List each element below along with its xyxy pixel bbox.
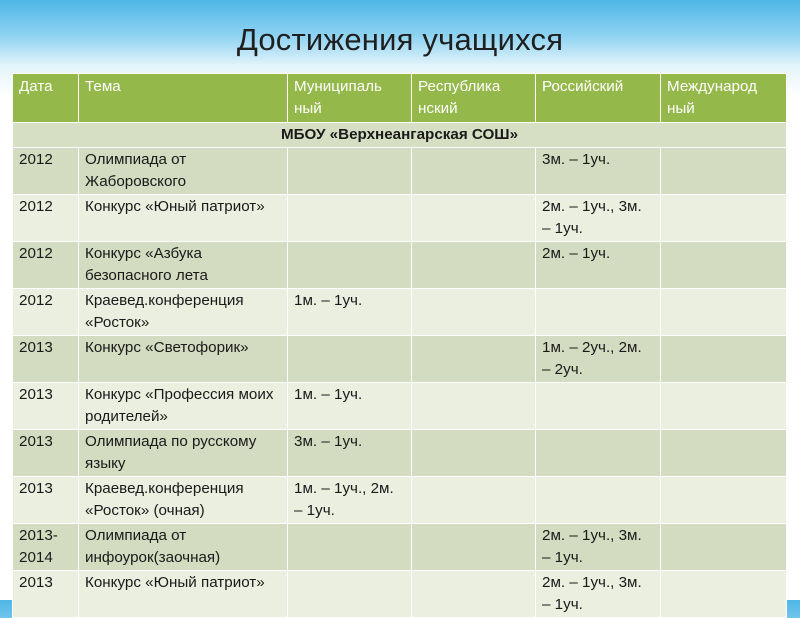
cell-topic: Олимпиада от инфоурок(заочная) xyxy=(79,524,288,571)
cell-topic: Конкурс «Юный патриот» xyxy=(79,195,288,242)
cell-topic: Краевед.конференция «Росток» xyxy=(79,289,288,336)
cell-date: 2013 xyxy=(13,430,79,477)
cell-date: 2013 xyxy=(13,336,79,383)
cell-date: 2012 xyxy=(13,148,79,195)
cell-republic xyxy=(412,430,536,477)
cell-municipal: 1м. – 1уч. xyxy=(288,383,412,430)
cell-russian: 2м. – 1уч., 3м. – 1уч. xyxy=(536,524,661,571)
cell-republic xyxy=(412,148,536,195)
section-title: МБОУ «Верхнеангарская СОШ» xyxy=(13,123,787,148)
cell-municipal xyxy=(288,242,412,289)
cell-russian xyxy=(536,289,661,336)
cell-international xyxy=(661,242,787,289)
achievements-table xyxy=(12,73,787,618)
cell-date: 2012 xyxy=(13,195,79,242)
cell-russian xyxy=(536,383,661,430)
cell-russian: 1м. – 2уч., 2м. – 2уч. xyxy=(536,336,661,383)
header-date: Дата xyxy=(13,74,79,123)
cell-municipal xyxy=(288,148,412,195)
cell-republic xyxy=(412,195,536,242)
cell-russian: 2м. – 1уч., 3м. – 1уч. xyxy=(536,195,661,242)
cell-russian xyxy=(536,477,661,524)
cell-date: 2012 xyxy=(13,242,79,289)
cell-international xyxy=(661,383,787,430)
cell-international xyxy=(661,289,787,336)
table-row xyxy=(13,430,787,477)
table-row xyxy=(13,242,787,289)
cell-municipal: 1м. – 1уч. xyxy=(288,289,412,336)
table-row xyxy=(13,195,787,242)
table-row xyxy=(13,571,787,618)
cell-municipal: 1м. – 1уч., 2м. – 1уч. xyxy=(288,477,412,524)
table-row xyxy=(13,289,787,336)
cell-municipal xyxy=(288,336,412,383)
header-municipal: Муниципаль ный xyxy=(288,74,412,123)
table-row xyxy=(13,477,787,524)
cell-municipal xyxy=(288,524,412,571)
table-row xyxy=(13,524,787,571)
cell-topic: Конкурс «Азбука безопасного лета xyxy=(79,242,288,289)
cell-date: 2012 xyxy=(13,289,79,336)
cell-republic xyxy=(412,383,536,430)
cell-date: 2013-2014 xyxy=(13,524,79,571)
cell-international xyxy=(661,477,787,524)
cell-international xyxy=(661,571,787,618)
section-row xyxy=(13,123,787,148)
cell-international xyxy=(661,524,787,571)
cell-topic: Конкурс «Светофорик» xyxy=(79,336,288,383)
cell-date: 2013 xyxy=(13,571,79,618)
cell-russian xyxy=(536,430,661,477)
cell-russian: 3м. – 1уч. xyxy=(536,148,661,195)
cell-topic: Конкурс «Юный патриот» xyxy=(79,571,288,618)
header-republic: Республика нский xyxy=(412,74,536,123)
cell-international xyxy=(661,336,787,383)
cell-republic xyxy=(412,242,536,289)
header-topic: Тема xyxy=(79,74,288,123)
cell-municipal xyxy=(288,195,412,242)
header-russian: Российский xyxy=(536,74,661,123)
cell-municipal: 3м. – 1уч. xyxy=(288,430,412,477)
header-row xyxy=(13,74,787,123)
page-title: Достижения учащихся xyxy=(236,22,564,57)
cell-international xyxy=(661,195,787,242)
cell-topic: Конкурс «Профессия моих родителей» xyxy=(79,383,288,430)
cell-russian: 2м. – 1уч. xyxy=(536,242,661,289)
cell-topic: Краевед.конференция «Росток» (очная) xyxy=(79,477,288,524)
cell-municipal xyxy=(288,571,412,618)
cell-republic xyxy=(412,336,536,383)
table-row xyxy=(13,383,787,430)
table-row xyxy=(13,336,787,383)
header-international: Международ ный xyxy=(661,74,787,123)
cell-republic xyxy=(412,477,536,524)
cell-russian: 2м. – 1уч., 3м. – 1уч. xyxy=(536,571,661,618)
table-row xyxy=(13,148,787,195)
cell-republic xyxy=(412,571,536,618)
cell-republic xyxy=(412,524,536,571)
cell-international xyxy=(661,430,787,477)
cell-date: 2013 xyxy=(13,383,79,430)
cell-international xyxy=(661,148,787,195)
cell-topic: Олимпиада по русскому языку xyxy=(79,430,288,477)
cell-republic xyxy=(412,289,536,336)
cell-date: 2013 xyxy=(13,477,79,524)
cell-topic: Олимпиада от Жаборовского xyxy=(79,148,288,195)
